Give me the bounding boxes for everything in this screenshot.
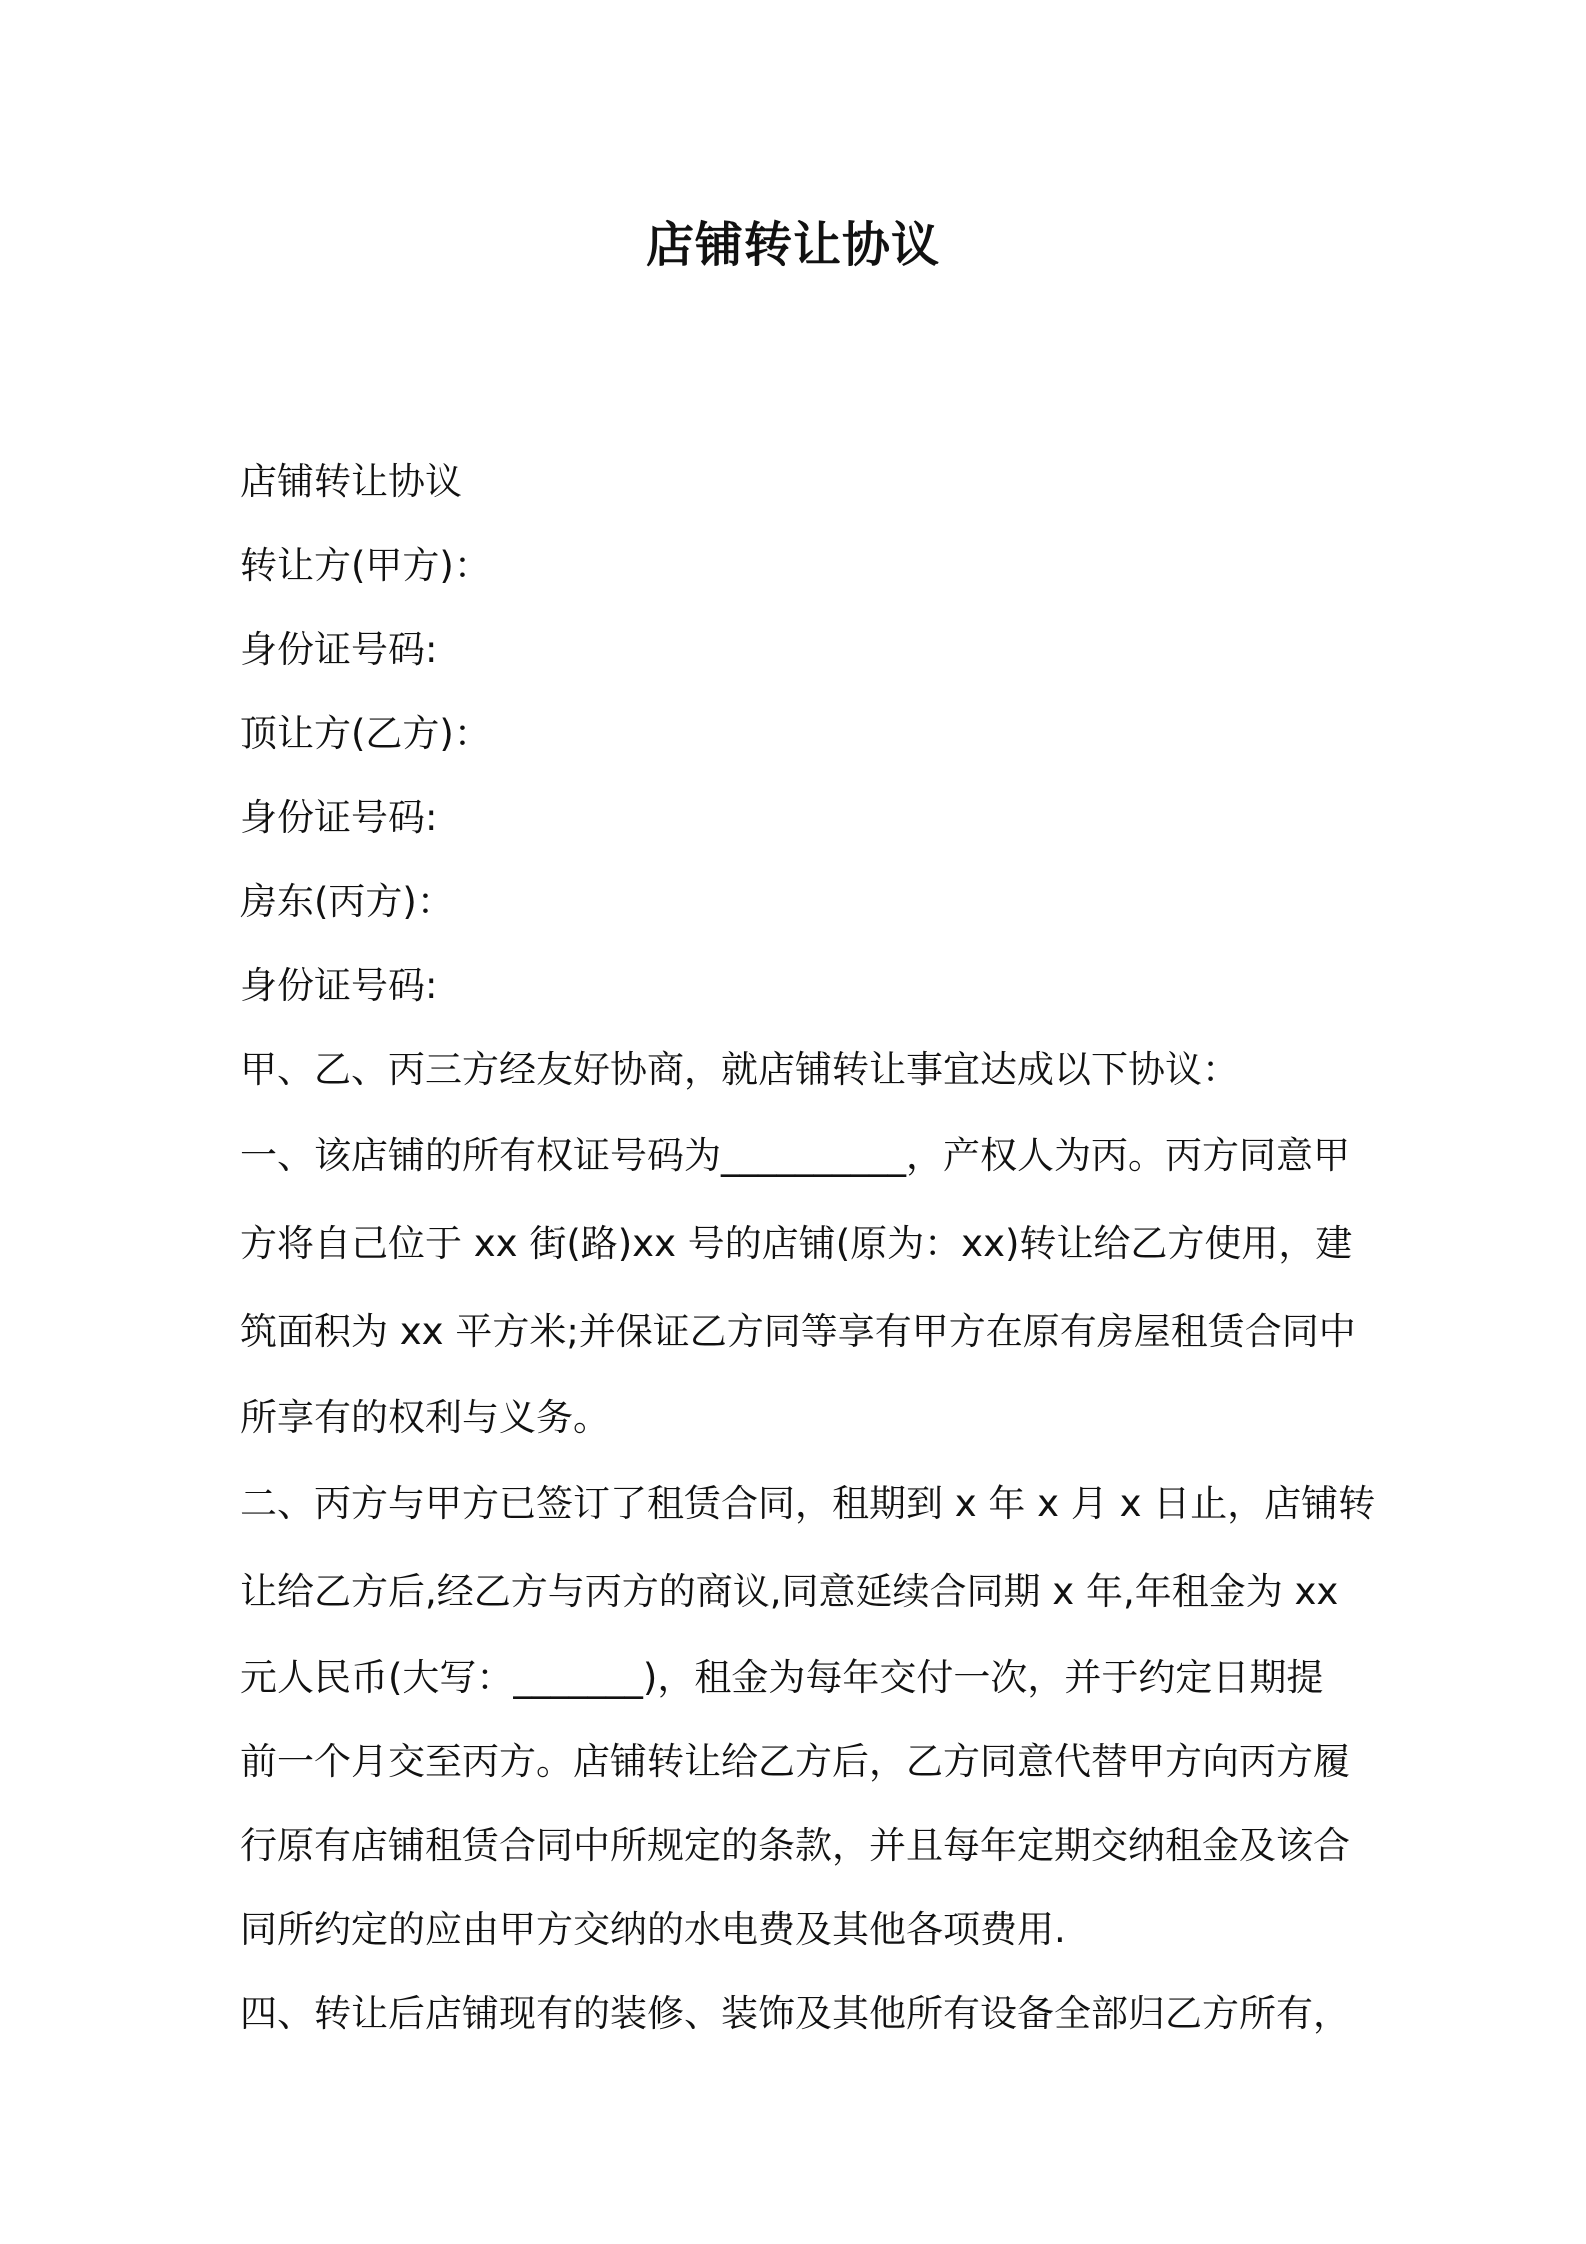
clause-two-line-1: 二、丙方与甲方已签订了租赁合同，租期到 x 年 x 月 x 日止，店铺转 xyxy=(240,1482,1376,1525)
clause-one-line-4: 所享有的权利与义务。 xyxy=(240,1396,610,1439)
party-a-line: 转让方(甲方)： xyxy=(240,544,491,587)
party-b-id-line: 身份证号码: xyxy=(240,796,438,839)
party-c-id-line: 身份证号码: xyxy=(240,964,438,1007)
clause-two-line-3: 元人民币(大写：_______)，租金为每年交付一次，并于约定日期提 xyxy=(240,1656,1324,1699)
agreement-intro-line: 甲、乙、丙三方经友好协商，就店铺转让事宜达成以下协议： xyxy=(240,1048,1239,1091)
party-c-line: 房东(丙方)： xyxy=(240,880,454,923)
document-title: 店铺转让协议 xyxy=(645,217,940,273)
clause-two-line-2: 让给乙方后,经乙方与丙方的商议,同意延续合同期 x 年,年租金为 xx xyxy=(240,1570,1339,1613)
party-a-id-line: 身份证号码: xyxy=(240,628,438,671)
clause-one-line-2: 方将自己位于 xx 街(路)xx 号的店铺(原为：xx)转让给乙方使用，建 xyxy=(240,1222,1353,1265)
clause-two-line-6: 同所约定的应由甲方交纳的水电费及其他各项费用. xyxy=(240,1908,1066,1951)
clause-two-line-5: 行原有店铺租赁合同中所规定的条款，并且每年定期交纳租金及该合 xyxy=(240,1824,1350,1867)
clause-four-line-1: 四、转让后店铺现有的装修、装饰及其他所有设备全部归乙方所有， xyxy=(240,1992,1350,2035)
document-body xyxy=(240,440,1376,2056)
body-line-heading: 店铺转让协议 xyxy=(240,460,462,503)
clause-one-line-1: 一、该店铺的所有权证号码为__________，产权人为丙。丙方同意甲 xyxy=(240,1134,1350,1177)
clause-one-line-3: 筑面积为 xx 平方米;并保证乙方同等享有甲方在原有房屋租赁合同中 xyxy=(240,1310,1356,1353)
party-b-line: 顶让方(乙方)： xyxy=(240,712,491,755)
clause-two-line-4: 前一个月交至丙方。店铺转让给乙方后，乙方同意代替甲方向丙方履 xyxy=(240,1740,1350,1783)
